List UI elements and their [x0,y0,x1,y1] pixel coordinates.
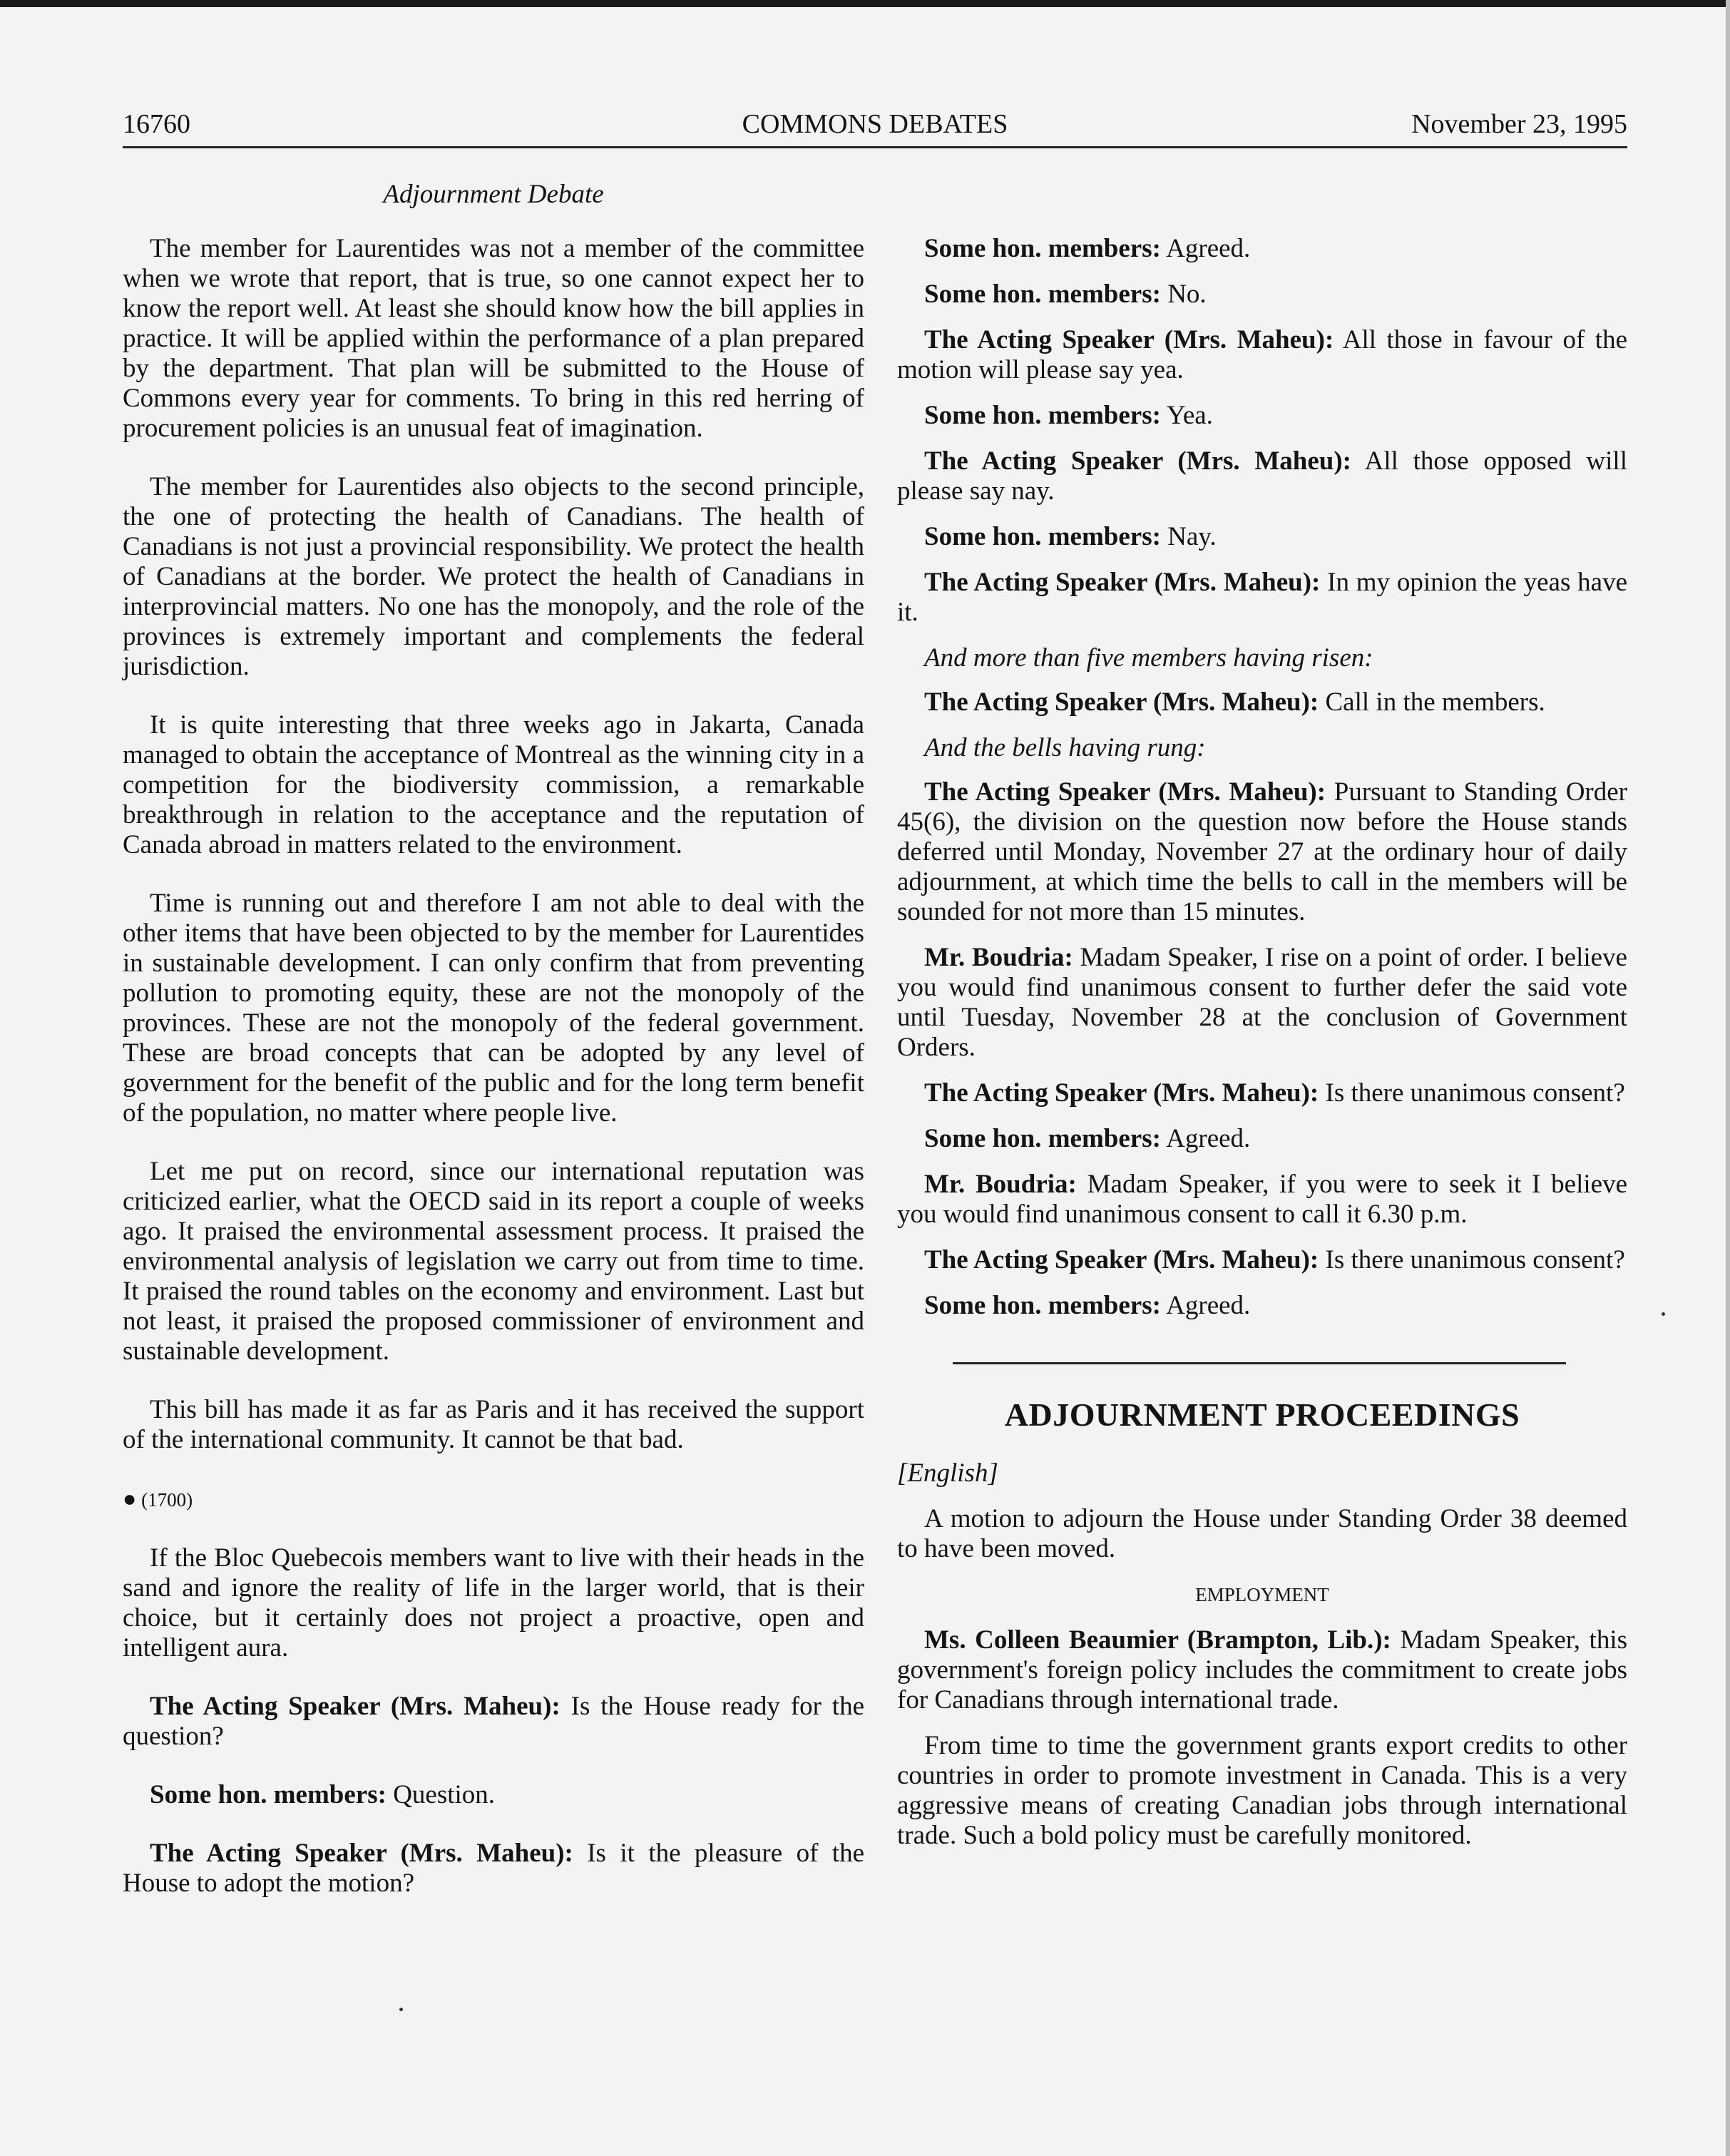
paragraph: The member for Laurentides also objects to the second principle, the one of protecting the health of Canadians. The health of Canadians is not just a provincial responsibility. We protect the health of Canadians at the border. We protect the health of Canadians in interprovincial matters. No one has the monopoly, and the role of the provinces is extremely important and complements the federal jurisdiction. [123,472,864,681]
debate-entry [897,280,1627,310]
speaker-name: The Acting Speaker (Mrs. Maheu): [924,446,1352,476]
speaker-name: Ms. Colleen Beaumier (Brampton, Lib.): [924,1625,1391,1655]
right-column [897,234,1627,1866]
publication-title: COMMONS DEBATES [742,109,1008,139]
section-heading: ADJOURNMENT PROCEEDINGS [1004,1396,1520,1433]
speech-text: Madam Speaker, I rise on a point of order. I believe you would find unanimous consent to further defer the said vote until Tuesday, November 28 at the conclusion of Government Orders. [897,943,1627,1062]
speaker-name: Some hon. members: [924,522,1161,551]
debate-entry [897,568,1627,628]
speaker-name: Some hon. members: [924,234,1161,263]
speech-text: Nay. [1160,522,1217,551]
speaker-name: The Acting Speaker (Mrs. Maheu): [150,1839,573,1868]
time-marker [123,1483,864,1515]
debate-entry [897,1291,1627,1321]
publication-date: November 23, 1995 [1411,109,1627,139]
debate-entry [897,234,1627,264]
speaker-name: Some hon. members: [924,1124,1161,1153]
scan-right-edge [1726,0,1730,2156]
debate-entry [897,1625,1627,1715]
debate-entry [897,325,1627,385]
paragraph: If the Bloc Quebecois members want to live with their heads in the sand and ignore the reality of life in the larger world, that is their choice, but it certainly does not project a proactive, open and intelligent aura. [123,1543,864,1662]
speaker-name: Some hon. members: [924,280,1161,309]
paragraph: From time to time the government grants export credits to other countries in order to promote investment in Canada. This is a very aggressive means of creating Canadian jobs through international trade. Such a bold policy must be carefully monitored. [897,1731,1627,1850]
debate-entry [897,1245,1627,1275]
scan-speck [399,2008,403,2011]
debate-entry [897,446,1627,506]
speaker-name: The Acting Speaker (Mrs. Maheu): [150,1692,561,1721]
paragraph: Let me put on record, since our international reputation was criticized earlier, what the OECD said in its report a couple of weeks ago. It praised the environmental assessment process. It praised the environmental analysis of legislation we carry out from time to time. It praised the round tables on the economy and environment. Last but not least, it praised the proposed commissioner of environment and sustainable development. [123,1157,864,1366]
speaker-name: Some hon. members: [924,401,1161,430]
speech-text: Is the House ready for the question? [123,1692,864,1751]
speaker-name: The Acting Speaker (Mrs. Maheu): [924,325,1334,354]
time-marker-text: (1700) [141,1489,193,1511]
speech-text: Madam Speaker, if you were to seek it I believe you would find unanimous consent to call it 6.30 p.m. [897,1170,1627,1229]
scan-top-border [0,0,1730,7]
page-number: 16760 [123,109,190,139]
speaker-name: Mr. Boudria: [924,1170,1077,1199]
paragraph: The member for Laurentides was not a member of the committee when we wrote that report, that is true, so one cannot expect her to know the report well. At least she should know how the bill applies in practice. It will be applied within the performance of a plan prepared by the department. That plan will be submitted to the House of Commons every year for comments. To bring in this red herring of procurement policies is an unusual feat of imagination. [123,234,864,443]
subheading: EMPLOYMENT [1195,1584,1329,1605]
speech-text: Is there unanimous consent? [1319,1078,1625,1108]
debate-entry [897,777,1627,927]
debate-entry [123,1839,864,1899]
header-rule [123,146,1627,148]
language-tag: [English] [897,1458,998,1488]
speech-text: Call in the members. [1319,688,1545,717]
debate-entry [897,943,1627,1063]
section-divider [953,1362,1566,1364]
speaker-name: The Acting Speaker (Mrs. Maheu): [924,777,1326,807]
speaker-name: The Acting Speaker (Mrs. Maheu): [924,1245,1319,1274]
speech-text: All those opposed will please say nay. [897,446,1627,506]
speech-text: Pursuant to Standing Order 45(6), the division on the question now before the House stands deferred until Monday, November 27 at the ordinary hour of daily adjournment, at which time the bells to call in the members will be sounded for not more than 15 minutes. [897,777,1627,926]
stage-direction: And the bells having rung: [924,733,1206,762]
speech-text: Yea. [1160,401,1213,430]
section-tag: Adjournment Debate [383,180,604,209]
left-column [123,234,864,1927]
speech-text: Madam Speaker, this government's foreign policy includes the commitment to create jobs for Canadians through international trade. [897,1625,1627,1715]
bullet-icon: ● [123,1486,137,1511]
page-header [123,106,1627,145]
debate-entry [897,688,1627,717]
debate-entry [123,1692,864,1752]
speech-text: Question. [386,1780,496,1809]
speech-text: Is it the pleasure of the House to adopt the motion? [123,1839,864,1898]
speech-text: All those in favour of the motion will please say yea. [897,325,1627,384]
speaker-name: The Acting Speaker (Mrs. Maheu): [924,568,1321,597]
speaker-name: The Acting Speaker (Mrs. Maheu): [924,688,1319,717]
paragraph: A motion to adjourn the House under Standing Order 38 deemed to have been moved. [897,1504,1627,1563]
speech-text: Agreed. [1160,1124,1251,1153]
debate-entry [123,1780,864,1810]
speaker-name: Some hon. members: [150,1780,387,1809]
speech-text: Agreed. [1160,1291,1251,1320]
speaker-name: The Acting Speaker (Mrs. Maheu): [924,1078,1319,1108]
debate-entry [897,1078,1627,1108]
speech-text: In my opinion the yeas have it. [897,568,1628,627]
speech-text: Agreed. [1160,234,1251,263]
speech-text: Is there unanimous consent? [1319,1245,1625,1274]
speaker-name: Mr. Boudria: [924,943,1073,972]
paragraph: This bill has made it as far as Paris and it has received the support of the international community. It cannot be that bad. [123,1395,864,1454]
scan-speck [1662,1312,1665,1316]
paragraph: Time is running out and therefore I am not able to deal with the other items that have been objected to by the member for Laurentides in sustainable development. I can only confirm that from preventing pollution to promoting equity, these are not the monopoly of the provinces. These are not the monopoly of the federal government. These are broad concepts that can be adopted by any level of government for the benefit of the public and for the long term benefit of the population, no matter where people live. [123,889,864,1128]
stage-direction: And more than five members having risen: [924,643,1373,673]
speaker-name: Some hon. members: [924,1291,1161,1320]
debate-entry [897,401,1627,431]
debate-entry [897,1124,1627,1154]
debate-entry [897,522,1627,552]
paragraph: It is quite interesting that three weeks ago in Jakarta, Canada managed to obtain the acceptance of Montreal as the winning city in a competition for the biodiversity commission, a remarkable breakthrough in relation to the acceptance and the reputation of Canada abroad in matters related to the environment. [123,710,864,859]
speech-text: No. [1160,280,1207,309]
debate-entry [897,1170,1627,1230]
